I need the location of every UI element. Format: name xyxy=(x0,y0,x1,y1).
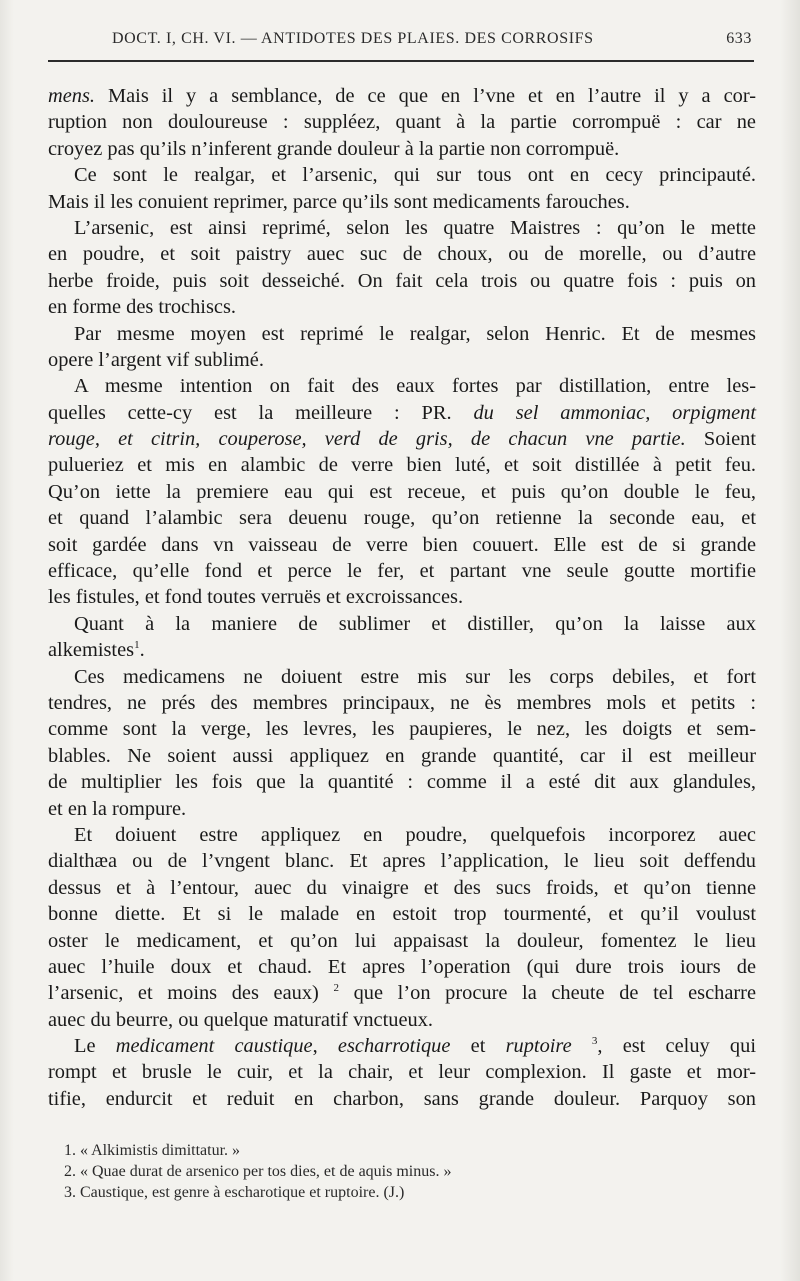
text-run: oster le medicament, et qu’on lui appaisast la douleur, fomentez le lieu xyxy=(48,929,756,952)
text-run: Ces medicamens ne doiuent estre mis sur les corps debiles, et fort xyxy=(74,665,756,688)
footnote-reference: 3 xyxy=(591,1035,598,1048)
text-line xyxy=(48,189,756,215)
text-line xyxy=(48,637,756,663)
text-run: du sel ammoniac, orpigment xyxy=(473,401,757,424)
header-rule xyxy=(48,60,754,62)
text-line xyxy=(48,136,756,162)
text-line xyxy=(48,769,756,795)
text-run: et xyxy=(450,1035,506,1058)
text-line xyxy=(48,426,756,452)
text-run: escharrotique xyxy=(337,1035,451,1058)
text-run: Ce sont le realgar, et l’arsenic, qui sur tous ont en cecy principauté. xyxy=(74,164,756,187)
text-run: alkemistes xyxy=(48,639,135,662)
text-run: , xyxy=(312,1035,338,1058)
footnote-reference: 1 xyxy=(134,639,140,652)
text-run: quelles cette-cy est la meilleure : PR. xyxy=(48,401,474,424)
text-line xyxy=(48,1059,756,1085)
text-run: dessus et à l’entour, auec du vinaigre et des sucs froids, et qu’on tienne xyxy=(48,876,756,899)
text-run: pulueriez et mis en alambic de verre bien luté, et soit distillée à petit feu. xyxy=(48,454,756,477)
text-line xyxy=(48,848,756,874)
text-line xyxy=(48,532,756,558)
text-run: croyez pas qu’ils n’inferent grande douleur à la partie non corrompuë. xyxy=(48,137,620,160)
text-line xyxy=(48,584,756,610)
body-text xyxy=(48,83,756,1112)
footnote: 1. « Alkimistis dimittatur. » xyxy=(64,1142,241,1159)
text-line xyxy=(48,1086,756,1112)
text-run: efficace, qu’elle fond et perce le fer, et partant vne seule goutte mortifie xyxy=(48,560,756,583)
text-line xyxy=(48,479,756,505)
text-run xyxy=(572,1035,592,1057)
text-run: A mesme intention on fait des eaux fortes par distillation, entre les- xyxy=(74,375,756,398)
page-number: 633 xyxy=(726,30,752,47)
text-run: bonne diette. Et si le malade en estoit trop tourmenté, et qu’il voulust xyxy=(48,903,756,926)
footnote-reference: 2 xyxy=(333,982,339,995)
text-line xyxy=(48,268,756,294)
text-run: que l’on procure la cheute de tel escharre xyxy=(338,982,757,1005)
text-line xyxy=(48,822,756,848)
text-line xyxy=(48,664,756,690)
text-run: soit gardée dans vn vaisseau de verre bien couuert. Elle est de si grande xyxy=(48,533,756,556)
text-run: tendres, ne prés des membres principaux, ne ès membres mols et petits : xyxy=(48,691,756,714)
text-line xyxy=(48,928,756,954)
text-line xyxy=(48,505,756,531)
text-line xyxy=(48,1033,756,1059)
text-run: et en la rompure. xyxy=(48,797,187,820)
footnote: 2. « Quae durat de arsenico per tos dies, et de aquis minus. » xyxy=(64,1163,452,1180)
text-line xyxy=(48,215,756,241)
text-line xyxy=(48,162,756,188)
text-run: en forme des trochiscs. xyxy=(48,296,236,319)
text-line xyxy=(48,743,756,769)
text-line xyxy=(48,796,756,822)
text-run: auec du beurre, ou quelque maturatif vnctueux. xyxy=(48,1008,434,1031)
text-line xyxy=(48,1007,756,1033)
text-run: L’arsenic, est ainsi reprimé, selon les quatre Maistres : qu’on le mette xyxy=(74,216,756,239)
text-run: Qu’on iette la premiere eau qui est receue, et puis qu’on double le feu, xyxy=(48,480,756,503)
text-run: Soient xyxy=(685,428,756,451)
text-run: l’arsenic, et moins des eaux) xyxy=(48,982,334,1005)
text-line xyxy=(48,400,756,426)
text-run: les fistules, et fond toutes verruës et excroissances. xyxy=(48,586,464,609)
text-run: comme sont la verge, les levres, les paupieres, le nez, les doigts et sem- xyxy=(48,718,756,741)
text-line xyxy=(48,294,756,320)
text-run: dialthæa ou de l’vngent blanc. Et apres l’application, le lieu soit deffendu xyxy=(48,850,756,873)
text-line xyxy=(48,452,756,478)
text-line xyxy=(48,347,756,373)
text-run: medicament caustique xyxy=(115,1035,313,1058)
text-line xyxy=(48,954,756,980)
text-line xyxy=(48,558,756,584)
text-line xyxy=(48,373,756,399)
text-run: tifie, endurcit et reduit en charbon, sans grande douleur. Parquoy son xyxy=(48,1087,756,1110)
text-run: . xyxy=(139,639,145,662)
text-run: rompt et brusle le cuir, et la chair, et leur complexion. Il gaste et mor- xyxy=(48,1061,756,1084)
text-line xyxy=(48,611,756,637)
footnote: 3. Caustique, est genre à escharotique et ruptoire. (J.) xyxy=(64,1184,405,1201)
text-run: Mais il les conuient reprimer, parce qu’ils sont medicaments farouches. xyxy=(48,190,630,213)
text-line xyxy=(48,321,756,347)
text-run: Quant à la maniere de sublimer et distiller, qu’on la laisse aux xyxy=(74,612,756,635)
text-line xyxy=(48,716,756,742)
running-header xyxy=(48,30,756,54)
text-run: herbe froide, puis soit desseiché. On fait cela trois ou quatre fois : puis on xyxy=(48,269,756,292)
text-line xyxy=(48,83,756,109)
text-run: rouge, et citrin, couperose, verd de gris, de chacun vne partie. xyxy=(48,428,686,451)
text-run: en poudre, et soit paistry auec suc de choux, ou de morelle, ou d’autre xyxy=(48,243,756,266)
text-run: et quand l’alambic sera deuenu rouge, qu’on retienne la seconde eau, et xyxy=(48,507,756,530)
text-run: mens. xyxy=(48,85,96,107)
text-line xyxy=(48,980,756,1006)
text-line xyxy=(48,690,756,716)
text-run: de multiplier les fois que la quantité : comme il a esté dit aux glandules, xyxy=(48,771,756,794)
text-run: Mais il y a semblance, de ce que en l’vne et en l’autre il y a cor- xyxy=(95,85,756,107)
footnotes xyxy=(64,1140,744,1203)
text-run: ruptoire xyxy=(505,1035,572,1058)
text-line xyxy=(48,109,756,135)
running-title: DOCT. I, CH. VI. — ANTIDOTES DES PLAIES. DES CORROSIFS xyxy=(112,30,594,47)
text-run: Par mesme moyen est reprimé le realgar, selon Henric. Et de mesmes xyxy=(74,322,756,345)
text-run: opere l’argent vif sublimé. xyxy=(48,348,264,371)
text-run: , est celuy qui xyxy=(597,1035,756,1058)
text-line xyxy=(48,901,756,927)
text-run: Et doiuent estre appliquez en poudre, quelquefois incorporez auec xyxy=(74,823,756,846)
text-run: auec l’huile doux et chaud. Et apres l’operation (qui dure trois iours de xyxy=(48,955,756,978)
text-run: ruption non douloureuse : suppléez, quant à la partie corrompuë : car ne xyxy=(48,111,756,134)
text-line xyxy=(48,241,756,267)
text-run: Le xyxy=(74,1035,116,1058)
text-run: blables. Ne soient aussi appliquez en grande quantité, car il est meilleur xyxy=(48,744,756,767)
text-line xyxy=(48,875,756,901)
